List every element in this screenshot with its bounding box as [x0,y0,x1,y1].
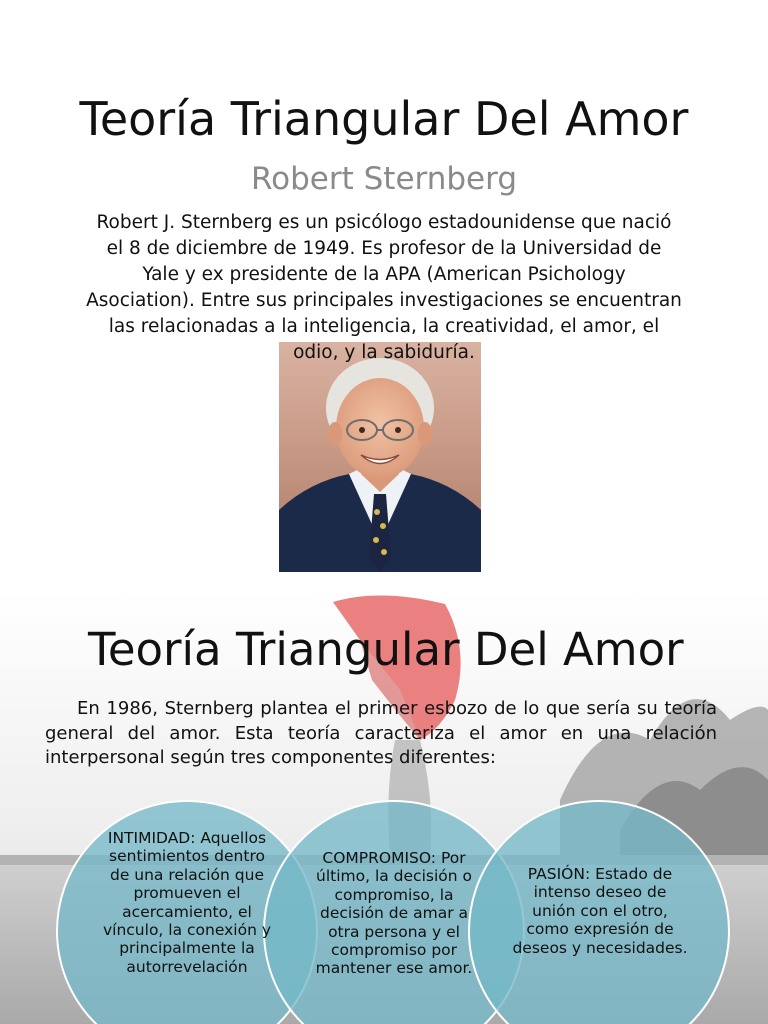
sternberg-portrait [279,342,481,572]
slide-1-title: Teoría Triangular Del Amor [79,92,689,146]
slide-1-subtitle: Robert Sternberg [251,161,517,197]
biography-paragraph: Robert J. Sternberg es un psicólogo estadounidense que nació el 8 de diciembre de 1949. Es profesor de la Universidad de Yale y ex presidente de la APA (American Psichology Asociation). Entre sus principales investigaciones se encuentran las relacionadas a la inteligencia, la creatividad, el amor, el odio, y la sabiduría. [86,212,682,363]
passion-text: PASIÓN: Estado de intenso deseo de unión con el otro, como expresión de deseos y necesidades. [512,865,688,957]
intimacy-text: INTIMIDAD: Aquellos sentimientos dentro de una relación que promueven el acercamiento, el vínculo, la conexión y principalmente la autorrevelación [102,829,271,976]
theory-intro-paragraph: En 1986, Sternberg plantea el primer esbozo de lo que sería su teoría general del amor. Esta teoría caracteriza el amor en una relación interpersonal según tres componentes diferentes: [45,698,717,768]
commitment-text: COMPROMISO: Por último, la decisión o compromiso, la decisión de amar a otra persona y el compromiso por mantener ese amor. [315,849,473,978]
slide-2-title: Teoría Triangular Del Amor [88,623,684,676]
